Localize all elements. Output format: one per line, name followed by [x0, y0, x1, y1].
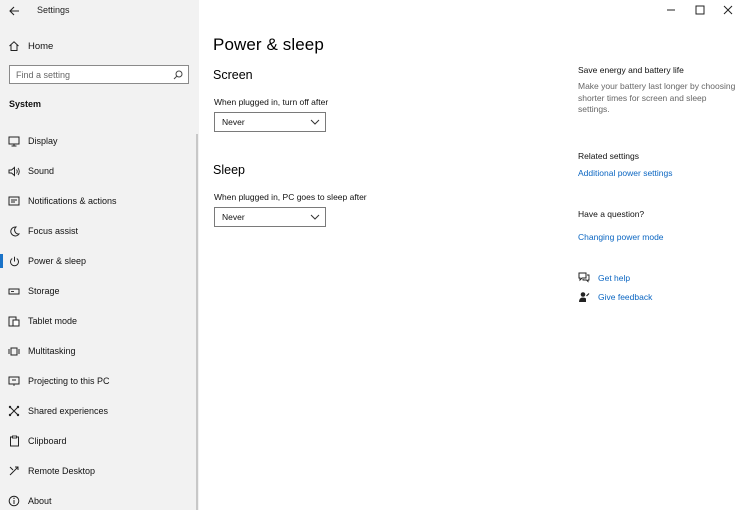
question-title: Have a question? [578, 209, 645, 219]
give-feedback-link[interactable]: Give feedback [598, 292, 653, 302]
save-energy-section [578, 65, 736, 116]
sidebar [0, 0, 199, 510]
window-title: Settings [37, 5, 70, 15]
save-energy-text: Make your battery last longer by choosing shorter times for screen and sleep settings. [578, 81, 736, 114]
feedback-person-icon [578, 291, 598, 303]
clipboard-icon [0, 435, 28, 447]
give-feedback-row[interactable] [578, 291, 652, 303]
sleep-timeout-dropdown[interactable] [214, 207, 326, 227]
get-help-link[interactable]: Get help [598, 272, 631, 283]
sound-icon [0, 166, 28, 177]
home-icon [0, 40, 28, 52]
sidebar-item-label: Focus assist [28, 226, 79, 236]
sleep-timeout-value: Never [222, 212, 245, 222]
sidebar-item-label: Projecting to this PC [28, 376, 110, 386]
question-section [578, 209, 664, 242]
sidebar-item-about[interactable] [0, 486, 195, 510]
sidebar-item-label: Remote Desktop [28, 466, 96, 476]
sidebar-item-focus-assist[interactable] [0, 216, 195, 246]
sidebar-item-shared-experiences[interactable] [0, 396, 195, 426]
search-input[interactable] [16, 70, 171, 80]
chevron-down-icon [307, 214, 323, 220]
power-icon [0, 256, 28, 267]
minimize-button[interactable] [664, 4, 678, 16]
notifications-icon [0, 196, 28, 207]
sidebar-item-notifications[interactable] [0, 186, 195, 216]
sidebar-item-multitasking[interactable] [0, 336, 195, 366]
sidebar-item-label: Storage [28, 286, 60, 296]
sidebar-item-projecting[interactable] [0, 366, 195, 396]
sidebar-item-label: Display [28, 136, 58, 146]
sidebar-item-label: About [28, 496, 52, 506]
changing-power-mode-link[interactable]: Changing power mode [578, 232, 664, 242]
related-settings-title: Related settings [578, 151, 639, 161]
projecting-icon [0, 376, 28, 387]
shared-experiences-icon [0, 405, 28, 417]
additional-power-settings-link[interactable]: Additional power settings [578, 168, 673, 178]
sidebar-item-remote-desktop[interactable] [0, 456, 195, 486]
sleep-setting-label: When plugged in, PC goes to sleep after [214, 192, 367, 202]
sidebar-item-label: Power & sleep [28, 256, 87, 266]
back-arrow-icon[interactable] [6, 3, 22, 19]
storage-icon [0, 287, 28, 296]
sidebar-item-label: Shared experiences [28, 406, 109, 416]
close-button[interactable] [721, 4, 735, 16]
home-label: Home [28, 40, 54, 52]
screen-timeout-value: Never [222, 117, 245, 127]
search-icon[interactable] [171, 70, 185, 80]
moon-icon [0, 226, 28, 237]
home-nav-item[interactable] [0, 36, 195, 56]
sidebar-item-power-sleep[interactable] [0, 246, 195, 276]
sidebar-item-clipboard[interactable] [0, 426, 195, 456]
about-icon [0, 495, 28, 507]
sidebar-item-sound[interactable] [0, 156, 195, 186]
sidebar-item-label: Multitasking [28, 346, 76, 356]
save-energy-title: Save energy and battery life [578, 65, 684, 75]
display-icon [0, 136, 28, 147]
sidebar-item-display[interactable] [0, 126, 195, 156]
maximize-button[interactable] [693, 4, 707, 16]
sidebar-scrollbar[interactable] [196, 134, 198, 510]
sidebar-item-label: Tablet mode [28, 316, 78, 326]
sidebar-item-storage[interactable] [0, 276, 195, 306]
sidebar-item-tablet-mode[interactable] [0, 306, 195, 336]
screen-setting-label: When plugged in, turn off after [214, 97, 329, 107]
sidebar-item-label: Sound [28, 166, 55, 176]
tablet-icon [0, 316, 28, 327]
screen-heading: Screen [213, 68, 253, 82]
chat-help-icon [578, 272, 598, 283]
screen-timeout-dropdown[interactable] [214, 112, 326, 132]
sidebar-item-label: Clipboard [28, 436, 67, 446]
chevron-down-icon [307, 119, 323, 125]
section-label-system: System [9, 99, 42, 109]
search-box[interactable] [9, 65, 189, 84]
multitasking-icon [0, 346, 28, 357]
get-help-row[interactable] [578, 272, 630, 283]
remote-desktop-icon [0, 465, 28, 477]
sidebar-item-label: Notifications & actions [28, 196, 117, 206]
related-settings-section [578, 151, 673, 178]
page-title: Power & sleep [213, 35, 324, 54]
sleep-heading: Sleep [213, 163, 245, 177]
